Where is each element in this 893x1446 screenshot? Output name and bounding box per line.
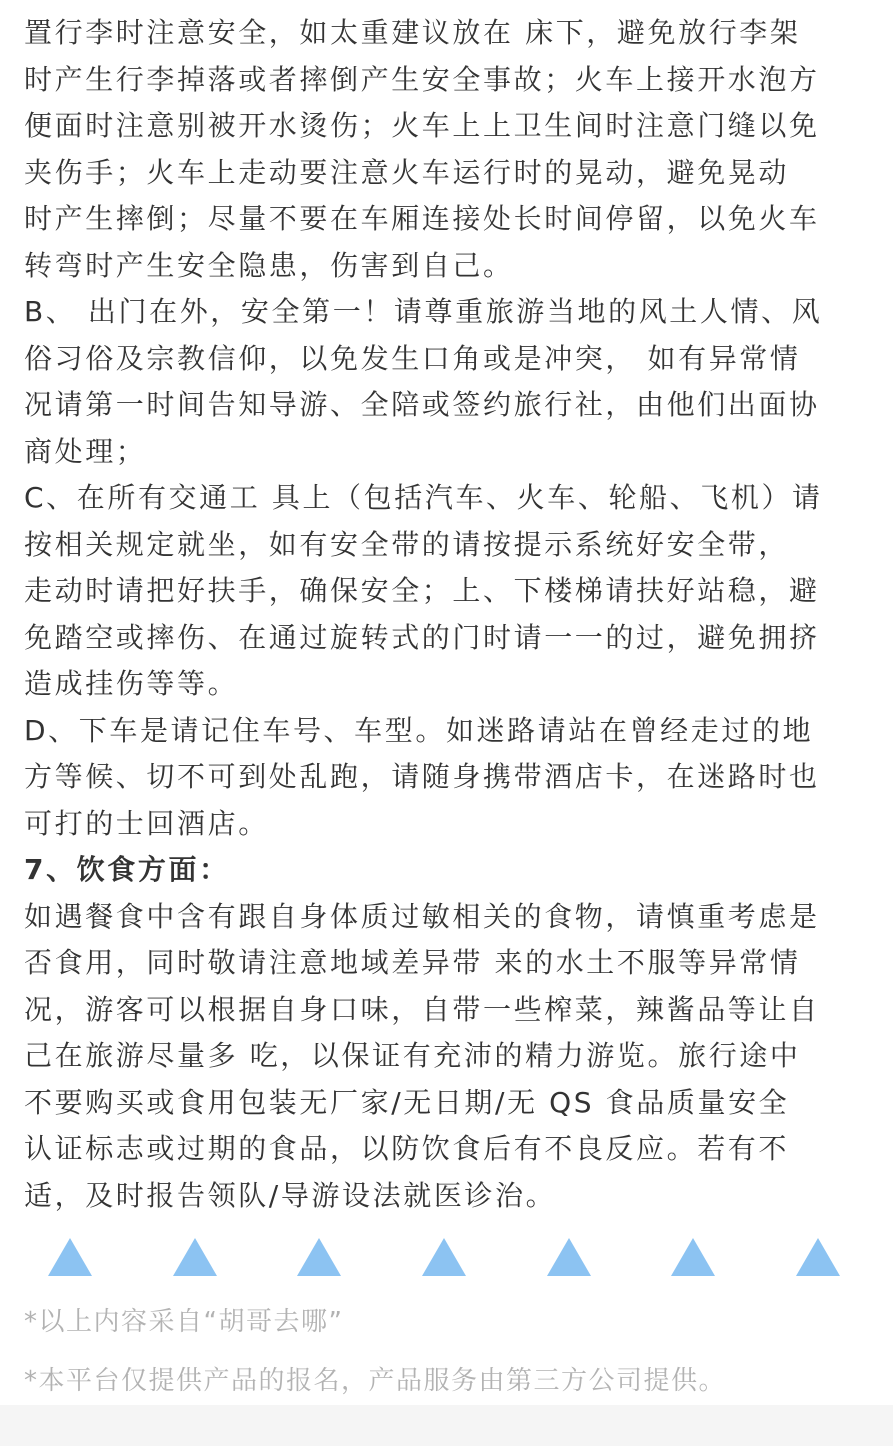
text-line: 便面时注意别被开水烫伤；火车上上卫生间时注意门缝以免 [24,109,820,142]
triangle-icon [48,1238,92,1276]
text-line: 方等候、切不可到处乱跑，请随身携带酒店卡，在迷路时也 [24,760,820,793]
text-line: 免踏空或摔伤、在通过旋转式的门时请一一的过，避免拥挤 [24,620,820,654]
text-line: 适，及时报告领队/导游设法就医诊治。 [24,1178,557,1212]
paragraph-item-b [24,289,864,475]
text-line: 否食用，同时敬请注意地域差异带 来的水土不服等异常情 [24,946,801,979]
text-line: 转弯时产生安全隐患，伤害到自己。 [24,248,514,282]
text-line: 走动时请把好扶手，确保安全；上、下楼梯请扶好站稳，避 [24,574,820,607]
article-body [24,10,864,1219]
section-heading-diet: 7、饮食方面： [24,853,230,886]
triangle-divider [48,1236,840,1276]
text-line: 时产生行李掉落或者摔倒产生安全事故；火车上接开水泡方 [24,62,820,96]
text-line: 不要购买或食用包装无厂家/无日期/无 QS 食品质量安全 [24,1085,790,1119]
text-line: B、 出门在外，安全第一！请尊重旅游当地的风土人情、风 [24,295,823,328]
text-line: 按相关规定就坐，如有安全带的请按提示系统好安全带， [24,527,790,561]
text-line: 俗习俗及宗教信仰，以免发生口角或是冲突， 如有异常情 [24,341,801,375]
text-line: 己在旅游尽量多 吃，以保证有充沛的精力游览。旅行途中 [24,1039,801,1072]
text-line: 夹伤手；火车上走动要注意火车运行时的晃动，避免晃动 [24,155,790,189]
paragraph-diet [24,894,864,1220]
paragraph-train-safety [24,10,864,289]
text-line: D、下车是请记住车号、车型。如迷路请站在曾经走过的地 [24,713,814,747]
bottom-bar [0,1405,893,1446]
text-line: 置行李时注意安全，如太重建议放在 床下，避免放行李架 [24,16,801,49]
text-line: 造成挂伤等等。 [24,667,239,700]
text-line: C、在所有交通工 具上（包括汽车、火车、轮船、飞机）请 [24,481,823,514]
triangle-icon [173,1238,217,1276]
text-line: 时产生摔倒；尽量不要在车厢连接处长时间停留，以免火车 [24,202,820,235]
paragraph-item-c [24,475,864,708]
triangle-icon [547,1238,591,1276]
disclaimer-note: *本平台仅提供产品的报名，产品服务由第三方公司提供。 [24,1366,727,1396]
source-note: *以上内容采自“胡哥去哪” [24,1307,344,1337]
text-line: 可打的士回酒店。 [24,806,269,840]
text-line: 如遇餐食中含有跟自身体质过敏相关的食物，请慎重考虑是 [24,899,820,933]
triangle-icon [297,1238,341,1276]
text-line: 况请第一时间告知导游、全陪或签约旅行社，由他们出面协 [24,388,820,421]
text-line: 况，游客可以根据自身口味，自带一些榨菜，辣酱品等让自 [24,992,820,1026]
paragraph-item-d [24,708,864,848]
triangle-icon [796,1238,840,1276]
triangle-icon [422,1238,466,1276]
triangle-icon [671,1238,715,1276]
text-line: 认证标志或过期的食品，以防饮食后有不良反应。若有不 [24,1132,790,1165]
text-line: 商处理； [24,434,147,468]
